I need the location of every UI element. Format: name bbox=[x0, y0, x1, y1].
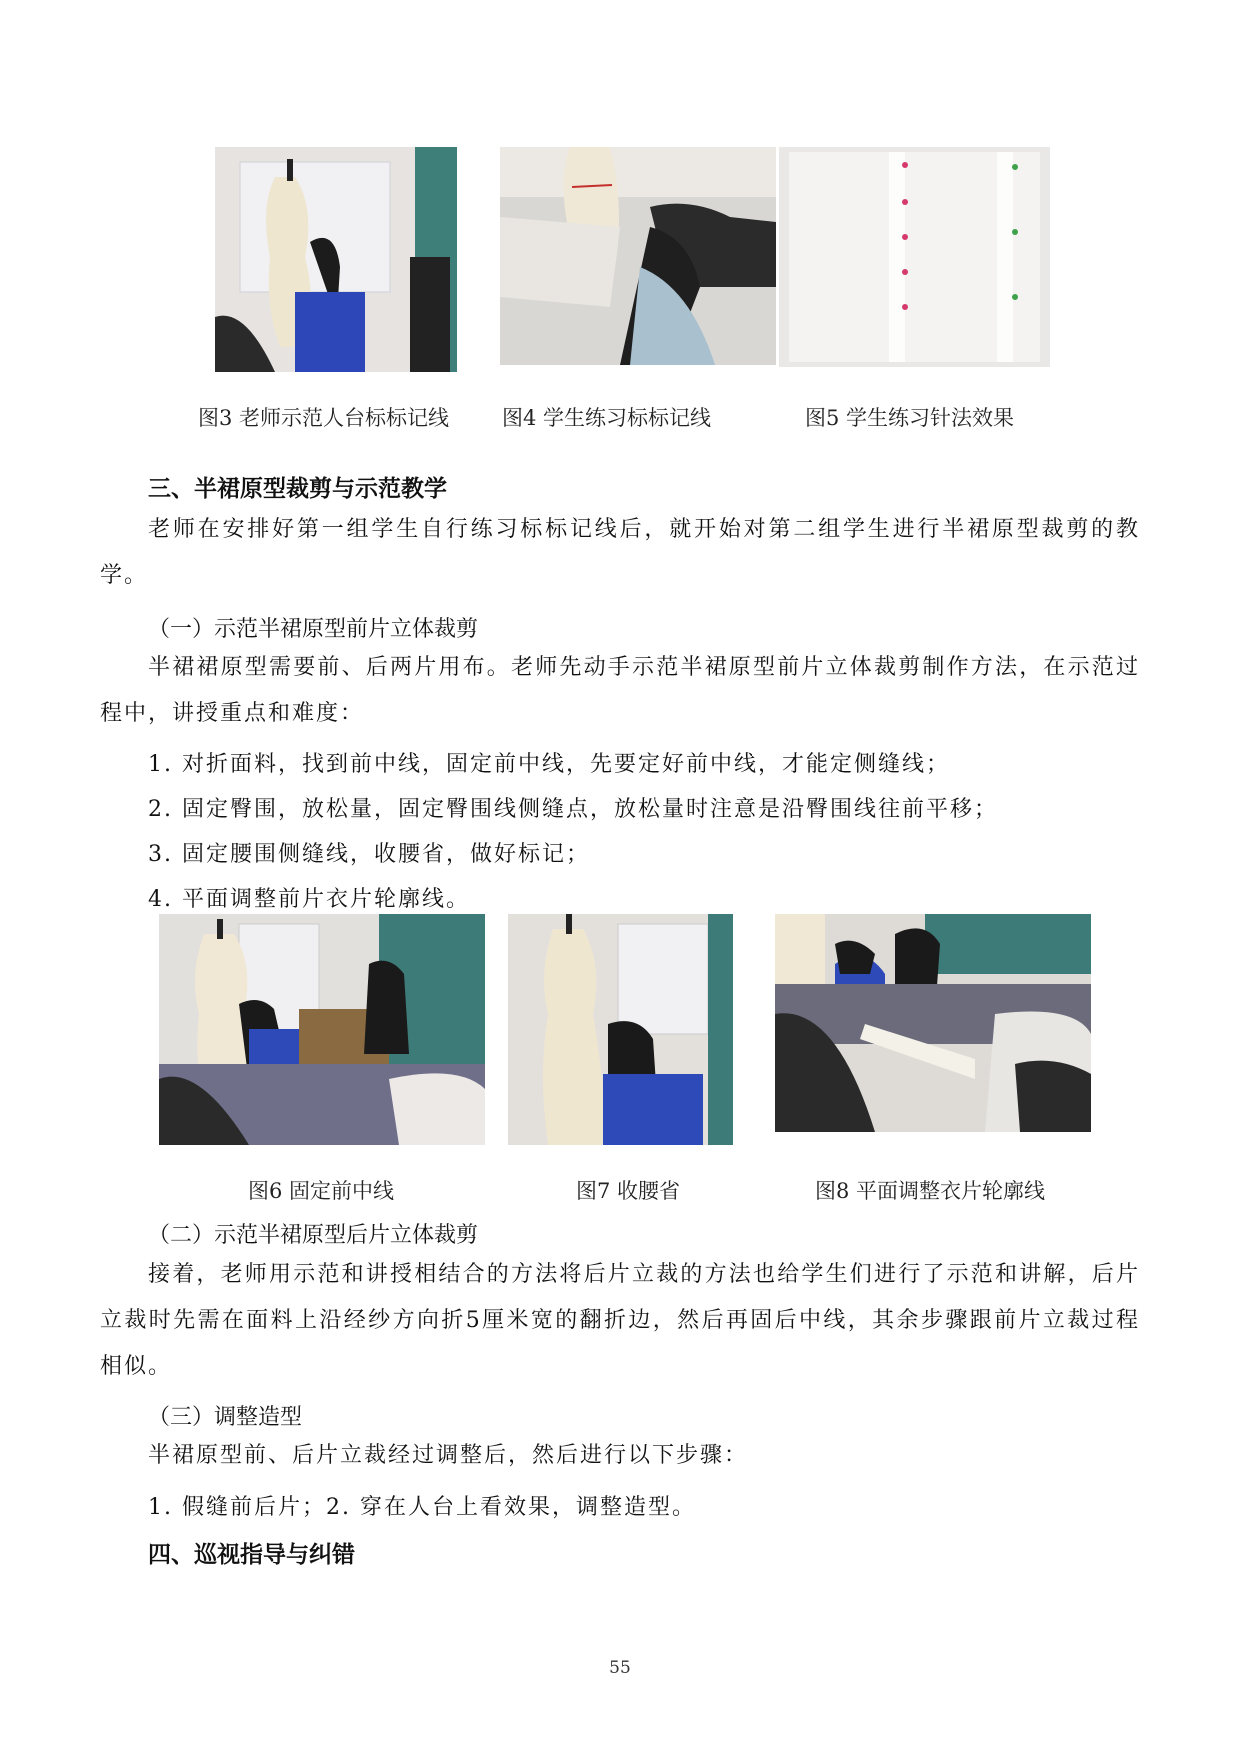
step-1: 1. 对折面料，找到前中线，固定前中线，先要定好前中线，才能定侧缝线； bbox=[148, 752, 950, 777]
subsection-3-paragraph: 半裙原型前、后片立裁经过调整后，然后进行以下步骤： bbox=[148, 1443, 749, 1468]
subsection-2-paragraph: 接着，老师用示范和讲授相结合的方法将后片立裁的方法也给学生们进行了示范和讲解，后片立裁时先需在面料上沿经纱方向折5厘米宽的翻折边，然后再固后中线，其余步骤跟前片立裁过程相似。 bbox=[100, 1262, 1140, 1379]
step-4: 4. 平面调整前片衣片轮廓线。 bbox=[148, 887, 470, 912]
subsection-3-title: （三）调整造型 bbox=[148, 1405, 303, 1430]
step-3: 3. 固定腰围侧缝线，收腰省，做好标记； bbox=[148, 842, 590, 867]
figure-5-photo bbox=[779, 147, 1050, 367]
step-2: 2. 固定臀围，放松量，固定臀围线侧缝点，放松量时注意是沿臀围线往前平移； bbox=[148, 797, 998, 822]
subsection-1-title: （一）示范半裙原型前片立体裁剪 bbox=[148, 617, 479, 642]
figure-3-photo bbox=[215, 147, 457, 372]
figure-7-photo bbox=[508, 914, 733, 1145]
figure-8-caption: 图8 平面调整衣片轮廓线 bbox=[815, 1179, 1046, 1203]
figure-7-caption: 图7 收腰省 bbox=[576, 1179, 681, 1203]
figure-5-caption: 图5 学生练习针法效果 bbox=[805, 406, 1015, 430]
figure-3-caption: 图3 老师示范人台标标记线 bbox=[198, 406, 450, 430]
figure-4-photo bbox=[500, 147, 776, 365]
figure-6-caption: 图6 固定前中线 bbox=[248, 1179, 395, 1203]
page-number: 55 bbox=[609, 1658, 631, 1678]
section-3-intro: 老师在安排好第一组学生自行练习标标记线后，就开始对第二组学生进行半裙原型裁剪的教学。 bbox=[100, 517, 1140, 588]
section-3-heading: 三、半裙原型裁剪与示范教学 bbox=[148, 476, 447, 502]
figure-8-photo bbox=[775, 914, 1091, 1132]
figure-6-photo bbox=[159, 914, 485, 1145]
subsection-2-title: （二）示范半裙原型后片立体裁剪 bbox=[148, 1223, 479, 1248]
figure-4-caption: 图4 学生练习标标记线 bbox=[502, 406, 712, 430]
subsection-1-paragraph: 半裙裙原型需要前、后两片用布。老师先动手示范半裙原型前片立体裁剪制作方法，在示范过程中，讲授重点和难度： bbox=[100, 655, 1140, 726]
subsection-3-steps: 1. 假缝前后片；2. 穿在人台上看效果，调整造型。 bbox=[148, 1495, 696, 1520]
section-4-heading: 四、巡视指导与纠错 bbox=[148, 1542, 355, 1568]
